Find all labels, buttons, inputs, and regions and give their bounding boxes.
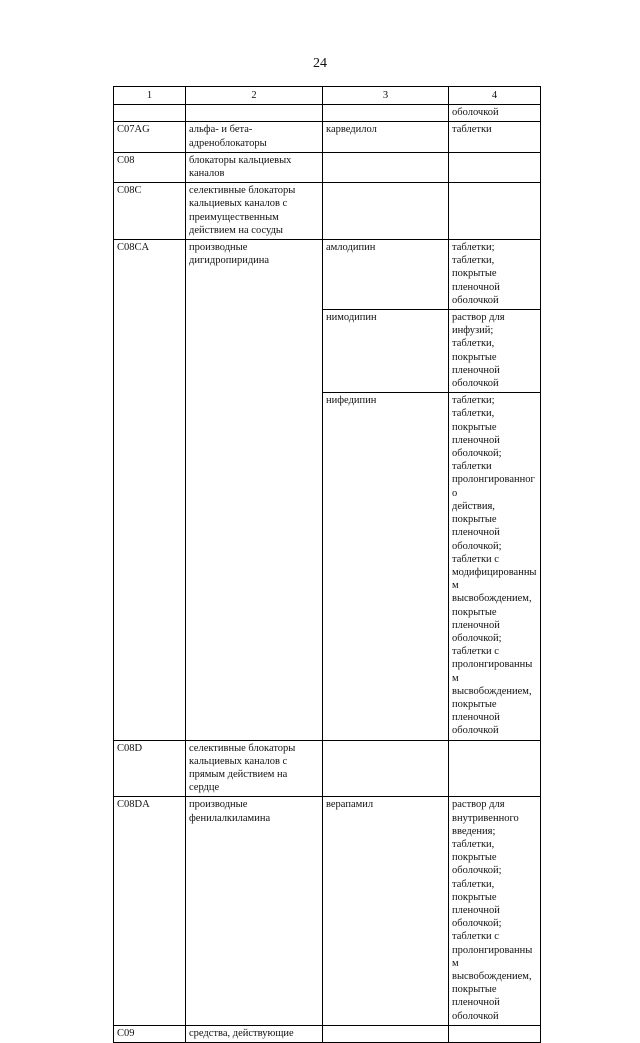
table-body bbox=[114, 105, 541, 1043]
dosage-forms-line: таблетки, покрытые bbox=[452, 408, 497, 433]
dosage-forms-line: пролонгированного bbox=[452, 474, 535, 499]
dosage-forms-line: раствор для bbox=[452, 799, 505, 811]
dosage-forms-line: пленочной оболочкой bbox=[452, 281, 500, 306]
column-number-2: 2 bbox=[186, 87, 323, 105]
drug-table bbox=[113, 86, 541, 1043]
dosage-forms-line: пролонгированным bbox=[452, 944, 533, 969]
atc-code: C08 bbox=[114, 152, 186, 182]
dosage-forms-line: пленочной оболочкой; bbox=[452, 527, 502, 552]
group-name bbox=[186, 105, 323, 122]
group-name bbox=[186, 122, 323, 152]
atc-code: C08CA bbox=[114, 240, 186, 741]
dosage-forms bbox=[449, 240, 541, 310]
table-row bbox=[114, 122, 541, 152]
column-number-1: 1 bbox=[114, 87, 186, 105]
table-row bbox=[114, 152, 541, 182]
group-name-line: каналов bbox=[189, 168, 225, 180]
dosage-forms-line: оболочкой; bbox=[452, 632, 502, 644]
group-name bbox=[186, 1025, 323, 1042]
group-name-line: кальциевых каналов с bbox=[189, 755, 288, 767]
group-name-line: селективные блокаторы bbox=[189, 742, 296, 754]
column-number-3: 3 bbox=[323, 87, 449, 105]
dosage-forms bbox=[449, 1025, 541, 1042]
dosage-forms-line: покрытые пленочной bbox=[452, 984, 500, 1009]
dosage-forms-line: внутривенного введения; bbox=[452, 812, 519, 837]
dosage-forms-line: оболочкой bbox=[452, 725, 499, 737]
dosage-forms-line: таблетки, покрытые bbox=[452, 338, 497, 363]
dosage-forms-line: пленочной оболочкой bbox=[452, 364, 500, 390]
dosage-forms bbox=[449, 740, 541, 797]
dosage-forms-line: таблетки bbox=[452, 461, 492, 473]
dosage-forms-line: действия, покрытые bbox=[452, 500, 497, 526]
group-name bbox=[186, 240, 323, 741]
group-name-line: прямым действием на bbox=[189, 768, 288, 780]
dosage-forms-line: таблетки с bbox=[452, 646, 499, 658]
group-name bbox=[186, 797, 323, 1025]
group-name-line: производные bbox=[189, 242, 248, 254]
dosage-forms bbox=[449, 105, 541, 122]
drug-name: нифедипин bbox=[323, 393, 449, 740]
drug-name bbox=[323, 1025, 449, 1042]
group-name-line: дигидропиридина bbox=[189, 255, 270, 267]
group-name-line: сердце bbox=[189, 782, 220, 794]
drug-name: верапамил bbox=[323, 797, 449, 1025]
drug-name bbox=[323, 152, 449, 182]
group-name-line: адреноблокаторы bbox=[189, 137, 267, 149]
table-row bbox=[114, 1025, 541, 1042]
group-name bbox=[186, 152, 323, 182]
dosage-forms bbox=[449, 183, 541, 240]
dosage-forms-line: пролонгированным bbox=[452, 659, 533, 684]
table-row bbox=[114, 797, 541, 1025]
group-name-line: блокаторы кальциевых bbox=[189, 154, 292, 166]
dosage-forms-line: оболочкой bbox=[452, 1010, 499, 1022]
table-row bbox=[114, 183, 541, 240]
table-row bbox=[114, 740, 541, 797]
dosage-forms bbox=[449, 797, 541, 1025]
group-name-line: кальциевых каналов с bbox=[189, 198, 288, 210]
table-row bbox=[114, 240, 541, 310]
dosage-forms bbox=[449, 310, 541, 393]
drug-name: амлодипин bbox=[323, 240, 449, 310]
page-number: 24 bbox=[313, 56, 327, 71]
dosage-forms-line: пленочной оболочкой; bbox=[452, 434, 502, 460]
dosage-forms-line: таблетки с bbox=[452, 931, 499, 943]
dosage-forms-line: раствор для инфузий; bbox=[452, 312, 505, 337]
atc-code: C08C bbox=[114, 183, 186, 240]
group-name-line: производные bbox=[189, 799, 248, 811]
group-name-line: действием на сосуды bbox=[189, 224, 283, 236]
dosage-forms-line: покрытые пленочной bbox=[452, 606, 500, 631]
dosage-forms-line: таблетки, покрытые bbox=[452, 878, 497, 903]
dosage-forms-line: покрытые пленочной bbox=[452, 698, 500, 724]
dosage-forms bbox=[449, 393, 541, 740]
dosage-forms-line: высвобождением, bbox=[452, 593, 532, 605]
group-name-line: альфа- и бета- bbox=[189, 124, 253, 136]
dosage-forms-line: таблетки, покрытые bbox=[452, 838, 497, 864]
atc-code: C08DA bbox=[114, 797, 186, 1025]
dosage-forms-line: высвобождением, bbox=[452, 971, 532, 982]
group-name-line: селективные блокаторы bbox=[189, 185, 296, 197]
table-row bbox=[114, 105, 541, 122]
group-name bbox=[186, 740, 323, 797]
drug-name: нимодипин bbox=[323, 310, 449, 393]
group-name bbox=[186, 183, 323, 240]
dosage-forms-line: таблетки с bbox=[452, 553, 499, 565]
group-name-line: средства, действующие bbox=[189, 1027, 294, 1039]
atc-code: C07AG bbox=[114, 122, 186, 152]
drug-name: карведилол bbox=[323, 122, 449, 152]
dosage-forms-line: таблетки, покрытые bbox=[452, 255, 497, 280]
dosage-forms-line: таблетки; bbox=[452, 242, 495, 254]
atc-code: C08D bbox=[114, 740, 186, 797]
atc-code: C09 bbox=[114, 1025, 186, 1042]
dosage-forms-line: оболочкой; bbox=[452, 865, 502, 877]
dosage-forms-line: высвобождением, bbox=[452, 685, 532, 697]
drug-name bbox=[323, 740, 449, 797]
group-name-line: фенилалкиламина bbox=[189, 812, 271, 824]
dosage-forms-line: пленочной оболочкой; bbox=[452, 904, 502, 930]
column-number-4: 4 bbox=[449, 87, 541, 105]
dosage-forms-line: оболочкой bbox=[452, 107, 499, 119]
drug-name bbox=[323, 105, 449, 122]
dosage-forms-line: модифицированным bbox=[452, 566, 537, 592]
dosage-forms-line: таблетки; bbox=[452, 395, 495, 407]
group-name-line: преимущественным bbox=[189, 211, 279, 223]
atc-code bbox=[114, 105, 186, 122]
drug-name bbox=[323, 183, 449, 240]
header-row bbox=[114, 87, 541, 105]
dosage-forms bbox=[449, 152, 541, 182]
dosage-forms-line: таблетки bbox=[452, 124, 492, 136]
dosage-forms bbox=[449, 122, 541, 152]
